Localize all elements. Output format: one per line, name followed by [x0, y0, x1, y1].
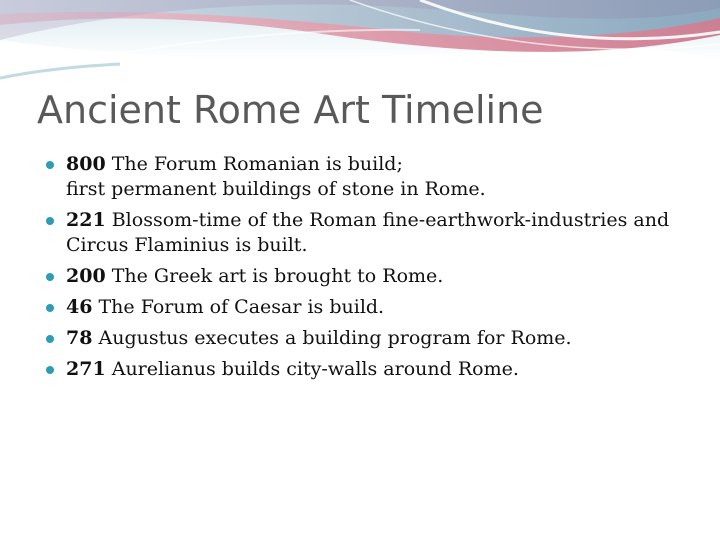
timeline-text: Augustus executes a building program for Rome. [98, 327, 572, 349]
timeline-text: The Greek art is brought to Rome. [111, 265, 444, 287]
timeline-year: 46 [66, 296, 93, 318]
bullet-icon [46, 366, 54, 374]
timeline-year: 200 [66, 265, 106, 287]
timeline-text: Blossom-time of the Roman fine-earthwork-industries and Circus Flaminius is built. [66, 209, 670, 256]
timeline-year: 800 [66, 153, 106, 175]
timeline-text: Aurelianus builds city-walls around Rome. [111, 358, 519, 380]
timeline-item [46, 326, 696, 351]
bullet-icon [46, 161, 54, 169]
timeline-item [46, 208, 696, 258]
timeline-text: The Forum of Caesar is build. [98, 296, 385, 318]
timeline-item [46, 357, 696, 382]
timeline-text: The Forum Romanian is build; [111, 153, 403, 175]
timeline-year: 78 [66, 327, 93, 349]
timeline-year: 221 [66, 209, 106, 231]
bullet-icon [46, 217, 54, 225]
timeline-item [46, 264, 696, 289]
timeline-text-continuation: first permanent buildings of stone in Rome. [66, 178, 486, 200]
timeline-item [46, 295, 696, 320]
timeline-item [46, 152, 696, 202]
bullet-icon [46, 304, 54, 312]
timeline-list [46, 152, 696, 388]
timeline-year: 271 [66, 358, 106, 380]
slide-title: Ancient Rome Art Timeline [37, 88, 544, 132]
bullet-icon [46, 273, 54, 281]
bullet-icon [46, 335, 54, 343]
